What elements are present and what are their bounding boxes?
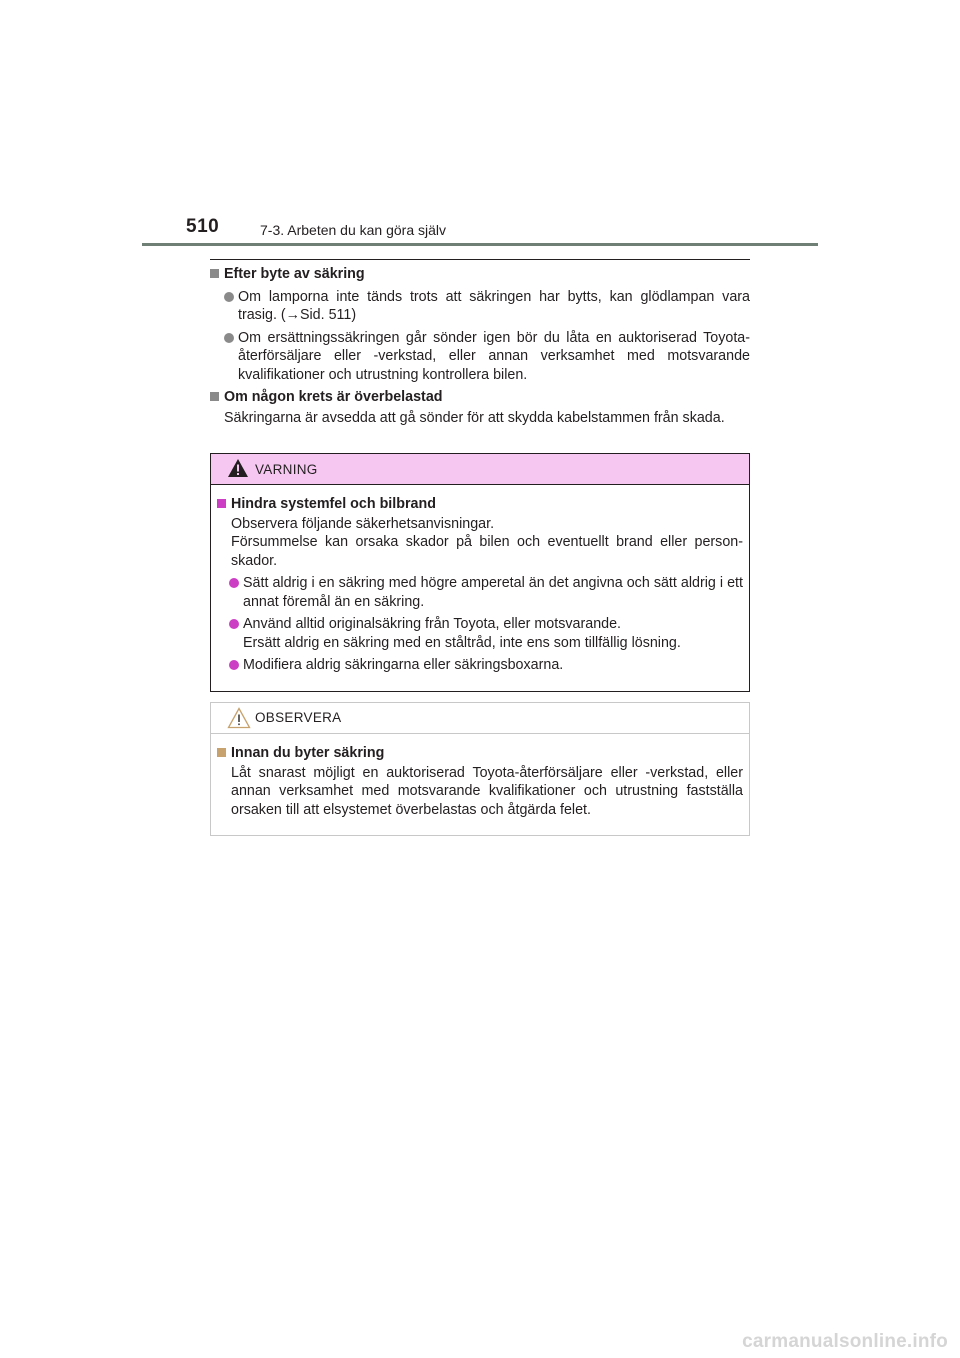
warning-label: VARNING bbox=[255, 462, 318, 477]
section-heading-text: Om någon krets är överbelastad bbox=[224, 389, 443, 405]
section-heading bbox=[210, 265, 750, 284]
section-text: Säkringarna är avsedda att gå sönder för att skydda kabelstammen från skada. bbox=[224, 409, 725, 426]
caution-heading bbox=[217, 744, 743, 763]
square-icon bbox=[217, 748, 226, 757]
section-heading bbox=[210, 388, 750, 407]
caution-heading-text: Innan du byter säkring bbox=[231, 745, 385, 761]
warning-header bbox=[211, 454, 749, 485]
main-content bbox=[210, 265, 750, 427]
list-item-text: Sätt aldrig i en säkring med högre amperetal än det angivna och sätt aldrig i ett annat föremål än en säkring. bbox=[243, 575, 743, 610]
list-item bbox=[217, 656, 743, 675]
warning-intro: Försummelse kan orsaka skador på bilen och eventuellt brand eller personskador. bbox=[231, 534, 743, 569]
content-rule bbox=[210, 259, 750, 260]
list-item-text: Om ersättningssäkringen går sönder igen bör du låta en auktoriserad Toyota-återförsäljare eller -verkstad, eller annan verksamhet med motsvarande kvalifikationer och utrustning kontrollera bilen. bbox=[238, 329, 750, 383]
running-header: 7-3. Arbeten du kan göra själv bbox=[260, 222, 447, 238]
caution-label: OBSERVERA bbox=[255, 710, 342, 725]
list-item-text: Använd alltid originalsäkring från Toyota, eller motsvarande. bbox=[243, 616, 622, 632]
dot-icon bbox=[229, 619, 239, 629]
warning-box bbox=[210, 453, 750, 692]
page-number: 510 bbox=[186, 216, 220, 237]
dot-icon bbox=[229, 660, 239, 670]
caution-box bbox=[210, 702, 750, 836]
dot-icon bbox=[224, 292, 234, 302]
square-icon bbox=[210, 392, 219, 401]
caution-triangle-icon bbox=[227, 707, 251, 729]
section-heading-text: Efter byte av säkring bbox=[224, 266, 365, 282]
warning-body bbox=[211, 485, 749, 675]
list-item bbox=[210, 288, 750, 325]
warning-triangle-icon bbox=[227, 458, 249, 478]
warning-heading bbox=[217, 495, 743, 514]
list-item bbox=[210, 329, 750, 385]
warning-heading-text: Hindra systemfel och bilbrand bbox=[231, 496, 436, 512]
square-icon bbox=[210, 269, 219, 278]
dot-icon bbox=[229, 578, 239, 588]
watermark: carmanualsonline.info bbox=[742, 1331, 948, 1352]
list-item-text: Ersätt aldrig en säkring med en ståltråd, inte ens som tillfällig lösning. bbox=[243, 634, 681, 651]
list-item-text: Om lamporna inte tänds trots att säkringen har bytts, kan glödlampan vara trasig. (→Sid. 511) bbox=[238, 288, 750, 323]
caution-header bbox=[211, 703, 749, 734]
list-item-text: Modifiera aldrig säkringarna eller säkringsboxarna. bbox=[243, 657, 564, 673]
header-rule bbox=[142, 243, 818, 246]
square-icon bbox=[217, 499, 226, 508]
list-item bbox=[217, 574, 743, 611]
caution-body bbox=[211, 734, 749, 819]
caution-text: Låt snarast möjligt en auktoriserad Toyota-återförsäljare eller -verkstad, eller annan verksamhet med motsvarande kvalifikationer och utrustning fastställa orsaken till att elsystemet överbelastas och åtgärda felet. bbox=[231, 764, 743, 818]
warning-intro: Observera följande säkerhetsanvisningar. bbox=[231, 515, 495, 532]
list-item bbox=[217, 615, 743, 652]
dot-icon bbox=[224, 333, 234, 343]
